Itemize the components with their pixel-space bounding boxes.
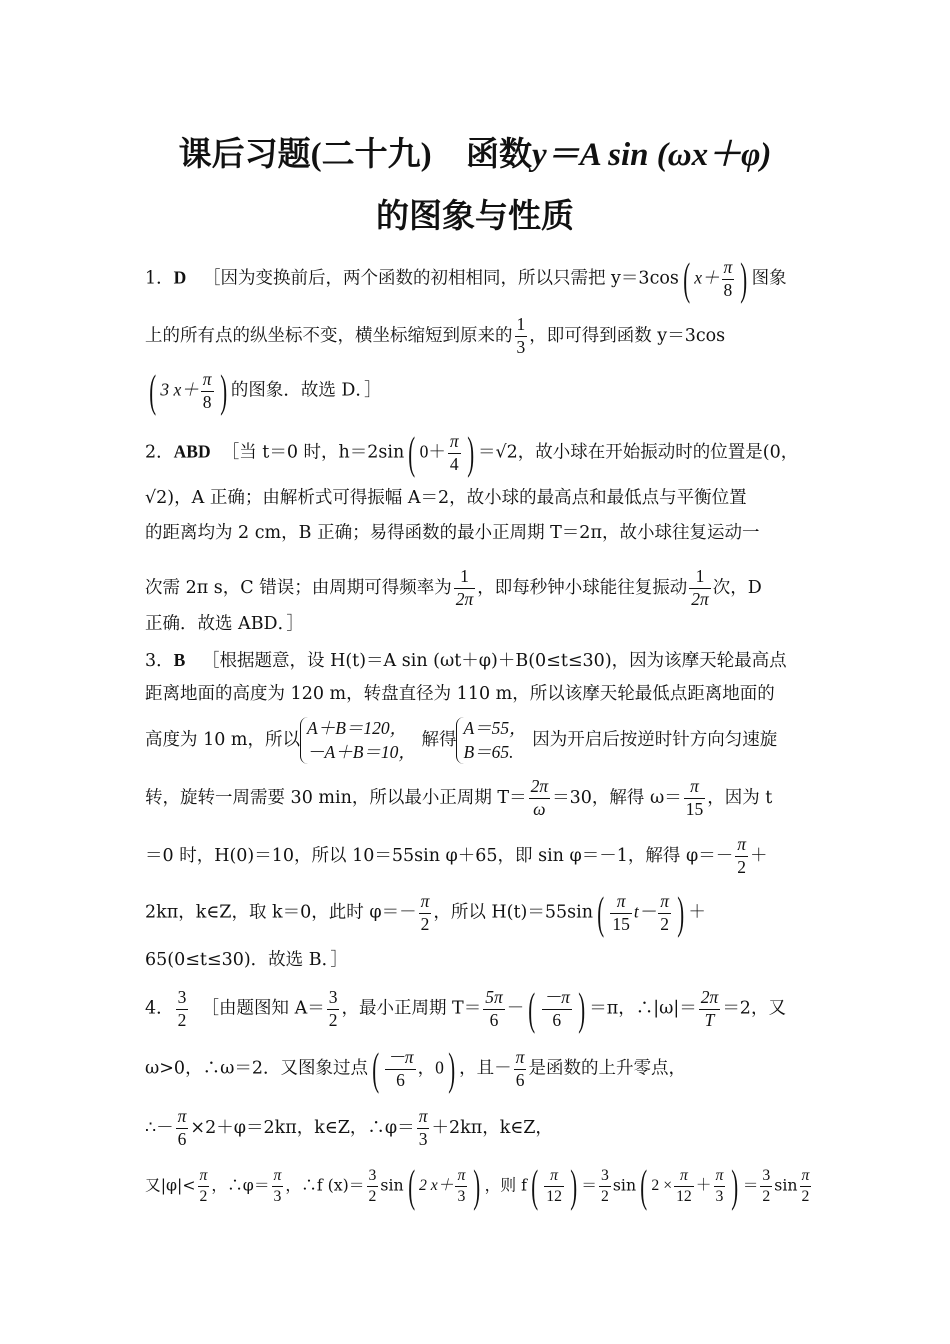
q3-line-3: 高度为 10 m，所以 A＋B＝120， －A＋B＝10， 解得 A＝55， B＝65. 因为开启后按逆时针方向匀速旋 xyxy=(145,717,810,764)
q2-line-3: 的距离均为 2 cm，B 正确；易得函数的最小正周期 T＝2π，故小球往复运动一 xyxy=(145,523,760,543)
q2-line-2: √2)，A 正确；由解析式可得振幅 A＝2，故小球的最高点和最低点与平衡位置 xyxy=(145,488,747,508)
page-title: 课后习题(二十九) 函数y＝A sin (ωx＋φ) xyxy=(178,134,772,173)
q2-line-1: 2．ABD ［当 t＝0 时，h＝2sin( 0＋ $\frac{\pi}{4}$ ) ＝√2，故小球在开始振动时的位置是(0， xyxy=(145,427,799,478)
q3-line-5: ＝0 时，H(0)＝10，所以 10＝55sin φ＋65，即 sin φ＝－1，解得 φ＝－ $\frac{\pi}{2}$ ＋ xyxy=(145,834,768,877)
q1-line-1: 1．D ［因为变换前后，两个函数的初相相同，所以只需把 y＝3cos( x＋ $\frac{\pi}{8}$ ) 图象 xyxy=(145,253,787,304)
q3-line-6: 2kπ，k∈Z，取 k＝0，此时 φ＝－ $\frac{\pi}{2}$ ，所以 H(t)＝55sin( $\frac{\pi}{15}$ t－ $\frac{\pi}{2}$ ) ＋ xyxy=(145,887,706,938)
q1-line-3: ( 3 x＋ $\frac{\pi}{8}$ ) 的图象．故选 D．］ xyxy=(149,365,382,416)
q3-line-4: 转，旋转一周需要 30 min，所以最小正周期 T＝ $\frac{2\pi}{\omega}$ ＝30，解得 ω＝ $\frac{\pi}{15}$ ，因为 t xyxy=(145,776,773,819)
q4-line-3: ∴－ $\frac{\pi}{6}$ ×2＋φ＝2kπ，k∈Z，∴φ＝ $\frac{\pi}{3}$ ＋2kπ，k∈Z， xyxy=(145,1106,553,1149)
q2-line-4: 次需 2π s，C 错误；由周期可得频率为 $\frac{1}{2\pi}$ ，即每秒钟小球能往复振动 $\frac{1}{2\pi}$ 次，D xyxy=(145,566,762,609)
q2-line-5: 正确．故选 ABD．］ xyxy=(145,614,304,634)
q3-line-2: 距离地面的高度为 120 m，转盘直径为 110 m，所以该摩天轮最低点距离地面的 xyxy=(145,684,775,704)
q3-line-1: 3．B ［根据题意，设 H(t)＝A sin (ωt＋φ)＋B(0≤t≤30)，因为该摩天轮最高点 xyxy=(145,650,787,671)
q4-line-1: 4． $\frac{3}{2}$ ［由题图知 A＝ $\frac{3}{2}$ ，最小正周期 T＝ $\frac{5\pi}{6}$ －( $\frac{-\pi}{6}$ ) ＝π，∴|ω|＝ $\frac{2\pi}{T}$ ＝2，又 xyxy=(145,983,786,1034)
q1-line-2: 上的所有点的纵坐标不变，横坐标缩短到原来的 $\frac{1}{3}$ ，即可得到函数 y＝3cos xyxy=(145,314,726,357)
q4-line-4: 又|φ|< $\frac{\pi}{2}$ ，∴φ＝ $\frac{\pi}{3}$ ，∴f (x)＝ $\frac{3}{2}$ sin( 2 x＋ $\frac{\pi}{3}$ ) ，则 f( $\frac{\pi}{12}$ ) ＝ $\frac{3}{2}$ sin( 2 × $\frac{\pi}{12}$ ＋ $\frac{\pi}{3}$ ) ＝ $\frac{3}{2}$ sin $\frac{\pi}{2}$ xyxy=(145,1160,810,1211)
q4-line-2: ω>0，∴ω＝2．又图象过点( $\frac{-\pi}{6}$ ，0) ，且－ $\frac{\pi}{6}$ 是函数的上升零点， xyxy=(145,1043,686,1094)
page-subtitle: 的图象与性质 xyxy=(376,196,574,235)
q3-line-7: 65(0≤t≤30)．故选 B．］ xyxy=(145,950,348,970)
